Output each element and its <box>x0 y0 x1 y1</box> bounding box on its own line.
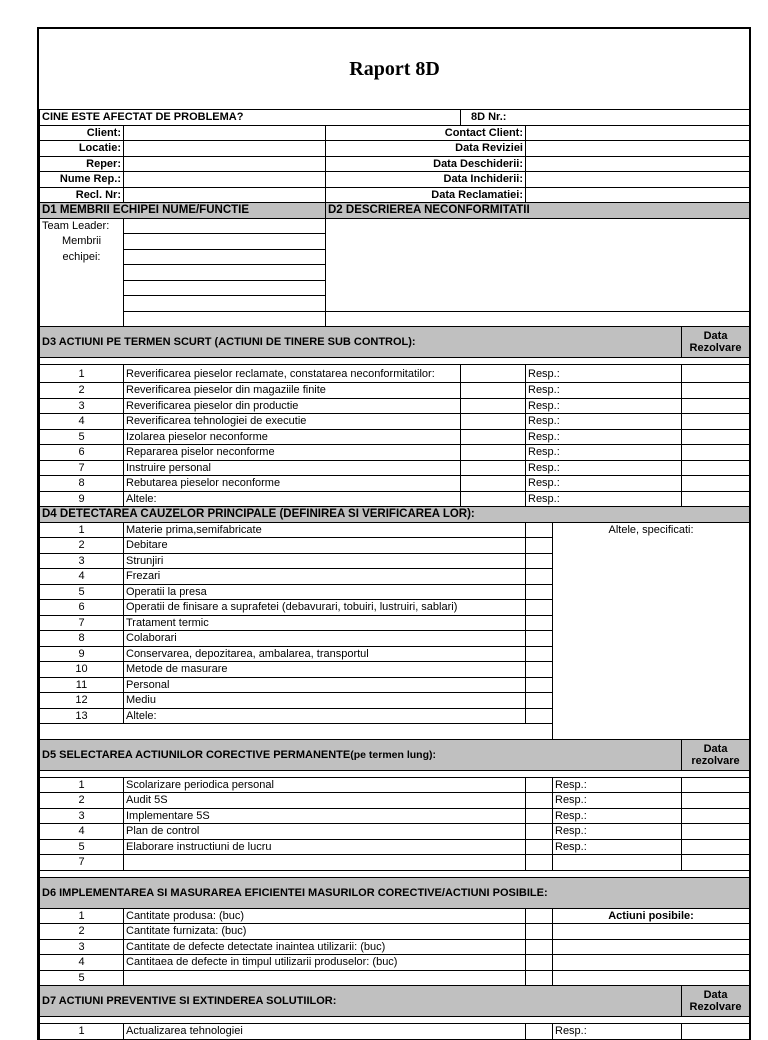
action-item: Instruire personal <box>124 460 461 476</box>
section-d3-title <box>40 327 682 358</box>
row-number: 3 <box>40 808 124 824</box>
blank-cell <box>40 296 124 312</box>
row-number: 6 <box>40 445 124 461</box>
action-item: Altele: <box>124 491 461 507</box>
possible-action-input[interactable] <box>553 970 750 986</box>
members-label: echipei: <box>40 249 124 265</box>
responsible-field[interactable]: Resp.: <box>553 793 682 809</box>
possible-actions-label: Actiuni posibile: <box>553 908 750 924</box>
row-number: 1 <box>40 1024 124 1040</box>
corrective-action-item: Implementare 5S <box>124 808 526 824</box>
report-title: Raport 8D <box>40 29 750 110</box>
section-d2-title: D2 DESCRIEREA NECONFORMITATII <box>326 203 750 219</box>
members-label: Membrii <box>40 234 124 250</box>
responsible-field[interactable]: Resp.: <box>526 460 682 476</box>
check-cell[interactable] <box>461 476 526 492</box>
check-cell[interactable] <box>526 708 553 724</box>
date-resolution-header: Data Rezolvare <box>682 986 750 1017</box>
field-value-input[interactable] <box>124 125 326 141</box>
check-cell[interactable] <box>461 365 526 383</box>
cause-item: Metode de masurare <box>124 662 526 678</box>
section-d3-title-text: D3 ACTIUNI PE TERMEN SCURT (ACTIUNI DE TINERE SUB CONTROL): <box>42 336 416 348</box>
check-cell[interactable] <box>526 600 553 616</box>
check-cell[interactable] <box>526 615 553 631</box>
check-cell[interactable] <box>526 855 553 871</box>
field-value-input[interactable] <box>526 141 750 157</box>
cause-item: Tratament termic <box>124 615 526 631</box>
date-input[interactable] <box>682 855 750 871</box>
cause-item: Conservarea, depozitarea, ambalarea, transportul <box>124 646 526 662</box>
row-number: 2 <box>40 793 124 809</box>
spacer-row <box>40 1017 750 1024</box>
check-cell[interactable] <box>526 824 553 840</box>
row-number: 5 <box>40 839 124 855</box>
responsible-field[interactable]: Resp.: <box>526 429 682 445</box>
possible-action-input[interactable] <box>553 924 750 940</box>
action-item: Reverificarea pieselor reclamate, constatarea neconformitatilor: <box>124 365 461 383</box>
responsible-field[interactable]: Resp.: <box>526 414 682 430</box>
row-number: 4 <box>40 824 124 840</box>
date-input[interactable] <box>682 445 750 461</box>
date-input[interactable] <box>682 429 750 445</box>
date-input[interactable] <box>682 476 750 492</box>
row-number: 2 <box>40 924 124 940</box>
corrective-action-item: Plan de control <box>124 824 526 840</box>
check-cell[interactable] <box>526 538 553 554</box>
date-input[interactable] <box>682 1024 750 1040</box>
section-d5-title <box>40 739 682 770</box>
action-item: Izolarea pieselor neconforme <box>124 429 461 445</box>
date-resolution-header: Data rezolvare <box>682 739 750 770</box>
check-cell[interactable] <box>526 908 553 924</box>
row-number: 5 <box>40 970 124 986</box>
responsible-field[interactable]: Resp.: <box>526 365 682 383</box>
action-item: Repararea piselor neconforme <box>124 445 461 461</box>
cause-item: Strunjiri <box>124 553 526 569</box>
measure-item <box>124 970 526 986</box>
responsible-field[interactable]: Resp.: <box>526 383 682 399</box>
spacer-row <box>40 724 553 740</box>
field-value-input[interactable] <box>526 172 750 188</box>
date-input[interactable] <box>682 414 750 430</box>
check-cell[interactable] <box>526 955 553 971</box>
date-input[interactable] <box>682 383 750 399</box>
check-cell[interactable] <box>461 491 526 507</box>
section-affected-title: CINE ESTE AFECTAT DE PROBLEMA? <box>40 110 461 126</box>
check-cell[interactable] <box>526 793 553 809</box>
date-input[interactable] <box>682 460 750 476</box>
row-number: 11 <box>40 677 124 693</box>
field-value-input[interactable] <box>124 141 326 157</box>
row-number: 9 <box>40 646 124 662</box>
check-cell[interactable] <box>461 398 526 414</box>
team-leader-label: Team Leader: <box>40 218 124 234</box>
action-item: Rebutarea pieselor neconforme <box>124 476 461 492</box>
report-number-field[interactable]: 8D Nr.: <box>461 110 750 126</box>
cause-item: Debitare <box>124 538 526 554</box>
check-cell[interactable] <box>526 584 553 600</box>
blank-cell <box>40 311 124 327</box>
date-input[interactable] <box>682 365 750 383</box>
measure-item: Cantitate furnizata: (buc) <box>124 924 526 940</box>
check-cell[interactable] <box>526 839 553 855</box>
section-d6-title: D6 IMPLEMENTAREA SI MASURAREA EFICIENTEI MASURILOR CORECTIVE/ACTIUNI POSIBILE: <box>40 877 750 908</box>
report-sheet <box>37 27 751 1040</box>
date-input[interactable] <box>682 777 750 793</box>
section-d1-title: D1 MEMBRII ECHIPEI NUME/FUNCTIE <box>40 203 326 219</box>
other-causes-field[interactable]: Altele, specificati: <box>553 522 750 739</box>
check-cell[interactable] <box>526 924 553 940</box>
corrective-action-item: Elaborare instructiuni de lucru <box>124 839 526 855</box>
check-cell[interactable] <box>526 693 553 709</box>
field-label: Data Deschiderii: <box>326 156 526 172</box>
row-number: 1 <box>40 365 124 383</box>
field-label: Data Reclamatiei: <box>326 187 526 203</box>
responsible-field[interactable] <box>553 855 682 871</box>
check-cell[interactable] <box>526 631 553 647</box>
row-number: 4 <box>40 569 124 585</box>
date-input[interactable] <box>682 839 750 855</box>
cause-item: Colaborari <box>124 631 526 647</box>
responsible-field[interactable]: Resp.: <box>553 839 682 855</box>
section-d5-title-text: D5 SELECTAREA ACTIUNILOR CORECTIVE PERMANENTE <box>42 748 351 761</box>
check-cell[interactable] <box>461 445 526 461</box>
corrective-action-item: Scolarizare periodica personal <box>124 777 526 793</box>
blank-cell <box>40 265 124 281</box>
field-value-input[interactable] <box>124 172 326 188</box>
date-input[interactable] <box>682 398 750 414</box>
section-d4-title: D4 DETECTAREA CAUZELOR PRINCIPALE (DEFINIREA SI VERIFICAREA LOR): <box>40 507 750 523</box>
action-item: Reverificarea pieselor din magaziile finite <box>124 383 461 399</box>
date-resolution-header: Data Rezolvare <box>682 327 750 358</box>
cause-item: Altele: <box>124 708 526 724</box>
cause-item: Materie prima,semifabricate <box>124 522 526 538</box>
field-label: Data Inchiderii: <box>326 172 526 188</box>
measure-item: Cantitaea de defecte in timpul utilizarii produselor: (buc) <box>124 955 526 971</box>
member-input[interactable] <box>124 234 326 250</box>
row-number: 1 <box>40 522 124 538</box>
check-cell[interactable] <box>526 777 553 793</box>
check-cell[interactable] <box>526 553 553 569</box>
responsible-field[interactable]: Resp.: <box>553 824 682 840</box>
check-cell[interactable] <box>526 939 553 955</box>
row-number: 2 <box>40 538 124 554</box>
row-number: 3 <box>40 939 124 955</box>
row-number: 8 <box>40 476 124 492</box>
date-input[interactable] <box>682 491 750 507</box>
row-number: 3 <box>40 553 124 569</box>
field-label: Reper: <box>40 156 124 172</box>
row-number: 1 <box>40 908 124 924</box>
responsible-field[interactable]: Resp.: <box>553 777 682 793</box>
field-value-input[interactable] <box>526 187 750 203</box>
spacer-row <box>40 358 750 365</box>
possible-action-input[interactable] <box>553 955 750 971</box>
check-cell[interactable] <box>526 662 553 678</box>
date-input[interactable] <box>682 793 750 809</box>
check-cell[interactable] <box>461 460 526 476</box>
field-label: Client: <box>40 125 124 141</box>
team-leader-input[interactable] <box>124 218 326 234</box>
row-number: 8 <box>40 631 124 647</box>
field-value-input[interactable] <box>526 125 750 141</box>
field-value-input[interactable] <box>124 187 326 203</box>
field-label: Locatie: <box>40 141 124 157</box>
row-number: 4 <box>40 955 124 971</box>
cause-item: Operatii la presa <box>124 584 526 600</box>
preventive-action-item: Actualizarea tehnologiei <box>124 1024 526 1040</box>
field-value-input[interactable] <box>526 156 750 172</box>
blank-cell <box>124 311 326 327</box>
responsible-field[interactable]: Resp.: <box>553 1024 682 1040</box>
action-item: Reverificarea pieselor din productie <box>124 398 461 414</box>
check-cell[interactable] <box>461 414 526 430</box>
row-number: 7 <box>40 615 124 631</box>
check-cell[interactable] <box>526 1024 553 1040</box>
responsible-field[interactable]: Resp.: <box>526 491 682 507</box>
date-input[interactable] <box>682 808 750 824</box>
member-input[interactable] <box>124 249 326 265</box>
row-number: 6 <box>40 600 124 616</box>
section-d7-title-text: D7 ACTIUNI PREVENTIVE SI EXTINDEREA SOLUTIILOR: <box>42 995 337 1007</box>
row-number: 7 <box>40 460 124 476</box>
check-cell[interactable] <box>526 970 553 986</box>
responsible-field[interactable]: Resp.: <box>553 808 682 824</box>
cause-item: Frezari <box>124 569 526 585</box>
report-table <box>39 29 750 1040</box>
responsible-field[interactable]: Resp.: <box>526 476 682 492</box>
nonconformity-description-input[interactable] <box>326 218 750 311</box>
check-cell[interactable] <box>461 429 526 445</box>
row-number: 10 <box>40 662 124 678</box>
row-number: 5 <box>40 429 124 445</box>
field-label: Recl. Nr: <box>40 187 124 203</box>
cause-item: Mediu <box>124 693 526 709</box>
field-label: Data Reviziei <box>326 141 526 157</box>
section-d7-title <box>40 986 682 1017</box>
check-cell[interactable] <box>526 677 553 693</box>
check-cell[interactable] <box>526 522 553 538</box>
member-input[interactable] <box>124 280 326 296</box>
spacer-row <box>40 870 750 877</box>
member-input[interactable] <box>124 296 326 312</box>
row-number: 1 <box>40 777 124 793</box>
check-cell[interactable] <box>526 808 553 824</box>
check-cell[interactable] <box>461 383 526 399</box>
member-input[interactable] <box>124 265 326 281</box>
row-number: 9 <box>40 491 124 507</box>
corrective-action-item: Audit 5S <box>124 793 526 809</box>
row-number: 12 <box>40 693 124 709</box>
section-d5-title-suffix: (pe termen lung): <box>350 748 436 761</box>
row-number: 3 <box>40 398 124 414</box>
possible-action-input[interactable] <box>553 939 750 955</box>
date-input[interactable] <box>682 824 750 840</box>
field-label: Contact Client: <box>326 125 526 141</box>
row-number: 5 <box>40 584 124 600</box>
blank-cell <box>40 280 124 296</box>
responsible-field[interactable]: Resp.: <box>526 398 682 414</box>
check-cell[interactable] <box>526 569 553 585</box>
field-value-input[interactable] <box>124 156 326 172</box>
field-label: Nume Rep.: <box>40 172 124 188</box>
row-number: 4 <box>40 414 124 430</box>
check-cell[interactable] <box>526 646 553 662</box>
row-number: 7 <box>40 855 124 871</box>
measure-item: Cantitate de defecte detectate inaintea utilizarii: (buc) <box>124 939 526 955</box>
corrective-action-item <box>124 855 526 871</box>
measure-item: Cantitate produsa: (buc) <box>124 908 526 924</box>
row-number: 13 <box>40 708 124 724</box>
cause-item: Operatii de finisare a suprafetei (debavurari, tobuiri, lustruiri, sablari) <box>124 600 526 616</box>
cause-item: Personal <box>124 677 526 693</box>
action-item: Reverificarea tehnologiei de executie <box>124 414 461 430</box>
spacer-row <box>40 770 750 777</box>
row-number: 2 <box>40 383 124 399</box>
responsible-field[interactable]: Resp.: <box>526 445 682 461</box>
